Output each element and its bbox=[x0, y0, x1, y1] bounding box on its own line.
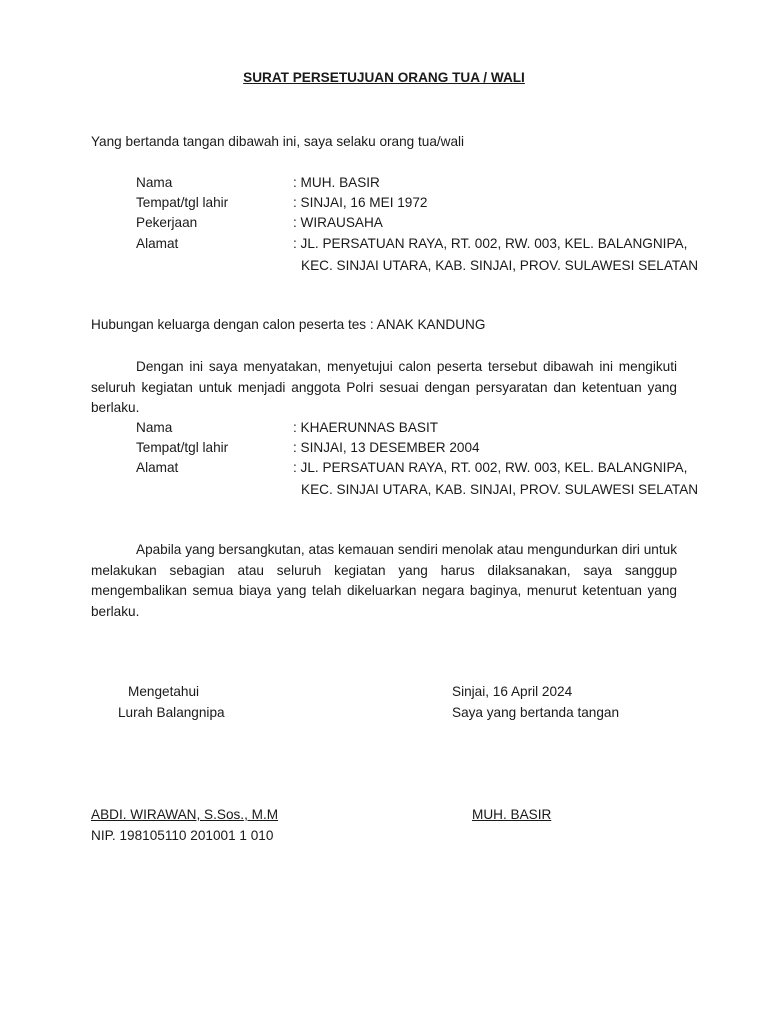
lurah-name: ABDI. WIRAWAN, S.Sos., M.M bbox=[91, 807, 279, 822]
parent-pekerjaan-label: Pekerjaan bbox=[136, 215, 198, 230]
withdrawal-paragraph: Apabila yang bersangkutan, atas kemauan sendiri menolak atau mengundurkan diri untuk melakukan sebagian atau seluruh kegiatan yang harus dilaksanakan, saya sanggup mengembalikan semua biaya yang telah dikeluarkan negara baginya, menurut ketentuan yang berlaku. bbox=[91, 542, 677, 619]
parent-alamat-value-2: KEC. SINJAI UTARA, KAB. SINJAI, PROV. SULAWESI SELATAN bbox=[301, 258, 699, 273]
signer-label: Saya yang bertanda tangan bbox=[452, 705, 620, 720]
parent-ttl-label: Tempat/tgl lahir bbox=[136, 195, 229, 210]
parent-ttl-value: : SINJAI, 16 MEI 1972 bbox=[293, 195, 428, 210]
child-ttl-value: : SINJAI, 13 DESEMBER 2004 bbox=[293, 440, 480, 455]
child-alamat-value-2: KEC. SINJAI UTARA, KAB. SINJAI, PROV. SULAWESI SELATAN bbox=[301, 482, 699, 497]
signer-name: MUH. BASIR bbox=[472, 807, 552, 822]
relationship-text: Hubungan keluarga dengan calon peserta tes : ANAK KANDUNG bbox=[91, 317, 486, 332]
child-alamat-value-1: : JL. PERSATUAN RAYA, RT. 002, RW. 003, KEL. BALANGNIPA, bbox=[293, 460, 688, 475]
child-ttl-label: Tempat/tgl lahir bbox=[136, 440, 229, 455]
parent-pekerjaan-value: : WIRAUSAHA bbox=[293, 215, 383, 230]
intro-text: Yang bertanda tangan dibawah ini, saya selaku orang tua/wali bbox=[91, 134, 465, 149]
letter-title: SURAT PERSETUJUAN ORANG TUA / WALI bbox=[243, 70, 525, 85]
parent-nama-value: : MUH. BASIR bbox=[293, 175, 380, 190]
lurah-nip: NIP. 198105110 201001 1 010 bbox=[91, 828, 274, 843]
child-nama-value: : KHAERUNNAS BASIT bbox=[293, 420, 439, 435]
child-nama-label: Nama bbox=[136, 420, 173, 435]
parent-alamat-value-1: : JL. PERSATUAN RAYA, RT. 002, RW. 003, KEL. BALANGNIPA, bbox=[293, 236, 688, 251]
parent-alamat-label: Alamat bbox=[136, 236, 179, 251]
lurah-title: Lurah Balangnipa bbox=[118, 705, 225, 720]
place-date: Sinjai, 16 April 2024 bbox=[452, 684, 573, 699]
child-alamat-label: Alamat bbox=[136, 460, 179, 475]
consent-paragraph: Dengan ini saya menyatakan, menyetujui calon peserta tersebut dibawah ini mengikuti seluruh kegiatan untuk menjadi anggota Polri sesuai dengan persyaratan dan ketentuan yang berlaku. bbox=[91, 359, 677, 415]
parent-nama-label: Nama bbox=[136, 175, 173, 190]
acknowledged-label: Mengetahui bbox=[128, 684, 200, 699]
